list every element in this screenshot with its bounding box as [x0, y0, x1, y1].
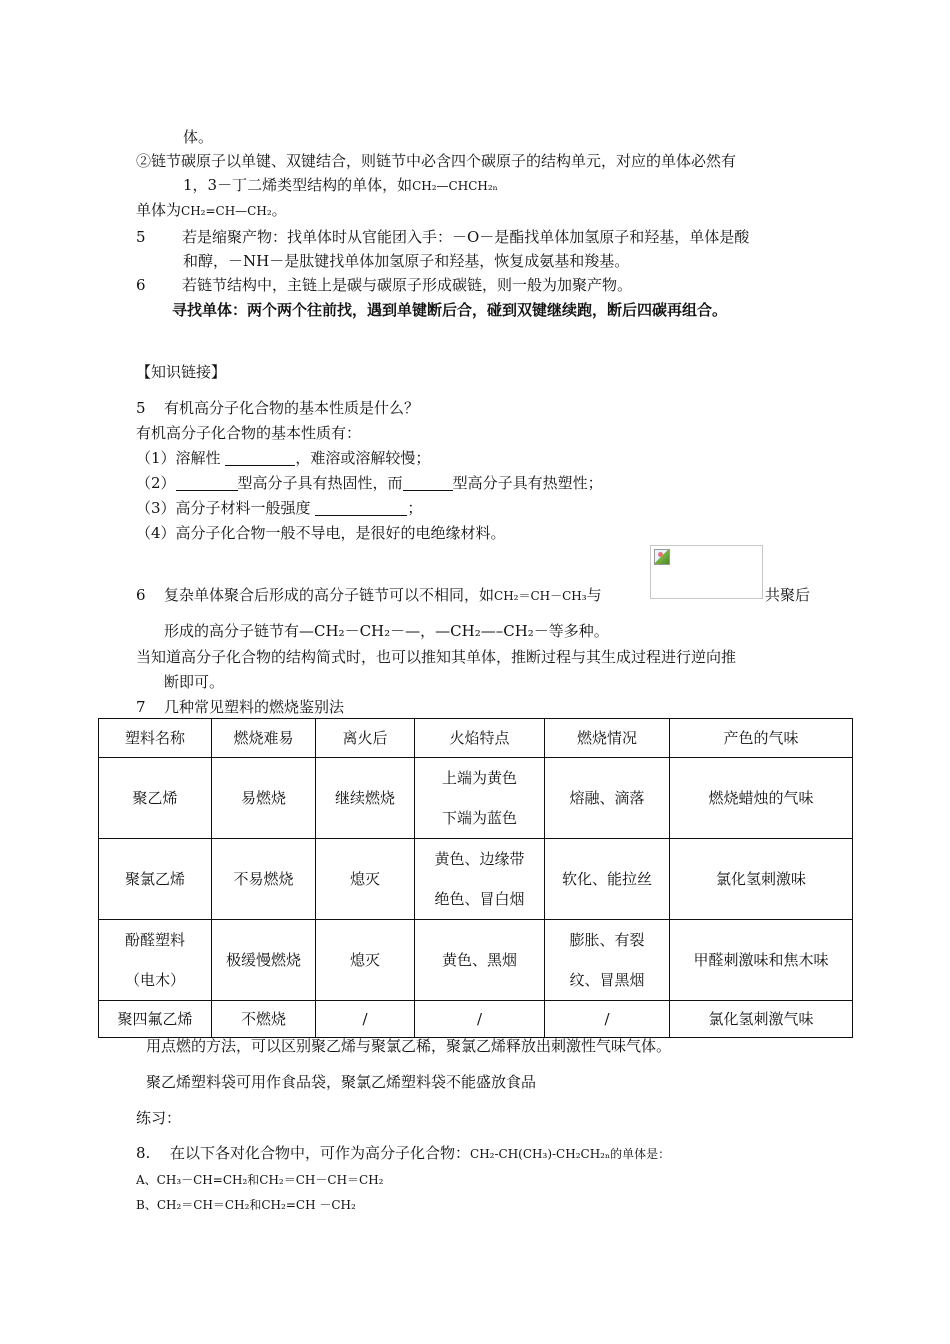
text-line: 聚乙烯塑料袋可用作食品袋，聚氯乙烯塑料袋不能盛放食品 — [146, 1073, 537, 1091]
table-cell — [99, 920, 212, 1001]
text-line: 形成的高分子链节有—CH₂－CH₂－—，—CH₂—–CH₂－等多种。 — [164, 622, 609, 640]
text-span: （3）高分子材料一般强度 — [136, 499, 311, 517]
question-line — [136, 398, 419, 418]
text-line: 练习： — [136, 1109, 182, 1127]
broken-image-icon — [650, 545, 763, 599]
text-line — [136, 448, 430, 468]
item-number: 7 — [136, 698, 146, 716]
text-line: ②链节碳原子以单键、双键结合，则链节中必含四个碳原子的结构单元，对应的单体必然有 — [136, 152, 737, 170]
text-span: 复杂单体聚合后形成的高分子链节可以不相同，如 — [164, 586, 495, 604]
table-cell: 聚氯乙烯 — [99, 839, 212, 920]
text-span: 在以下各对化合物中，可作为高分子化合物： — [170, 1144, 471, 1162]
text-line — [136, 200, 287, 221]
text-span: ； — [407, 499, 423, 517]
table-cell: 燃烧蜡烛的气味 — [670, 758, 853, 839]
formula: CH₂＝CH－CH₃ — [494, 589, 587, 603]
text-line — [136, 498, 422, 518]
table-cell: / — [545, 1001, 670, 1038]
text-line: 共聚后 — [765, 586, 811, 604]
text-line: （4）高分子化合物一般不导电，是很好的电绝缘材料。 — [136, 524, 506, 542]
table-cell: 易燃烧 — [212, 758, 316, 839]
blank-line — [315, 500, 407, 516]
table-cell: 甲醛刺激味和焦木味 — [670, 920, 853, 1001]
item-number: 5 — [136, 399, 146, 417]
table-cell: 黄色、黑烟 — [415, 920, 545, 1001]
text-span: 单体为 — [136, 201, 182, 219]
text-line: 断即可。 — [164, 673, 225, 691]
question-line — [136, 697, 344, 717]
table-header-cell: 燃烧情况 — [545, 719, 670, 758]
text-span: ，难溶或溶解较慢； — [295, 449, 431, 467]
table-header-cell: 离火后 — [316, 719, 415, 758]
cell-line: （电木） — [124, 971, 185, 989]
table-row — [99, 920, 853, 1001]
cell-line: 绝色、冒白烟 — [434, 890, 525, 908]
table-cell — [415, 839, 545, 920]
table-header-cell: 塑料名称 — [99, 719, 212, 758]
table-cell: / — [415, 1001, 545, 1038]
text-line: 和醇，－NH－是肽键找单体加氢原子和羟基，恢复成氨基和羧基。 — [183, 252, 630, 270]
text-line — [136, 275, 632, 295]
table-cell: 不燃烧 — [212, 1001, 316, 1038]
cell-line: 纹、冒黑烟 — [569, 971, 645, 989]
blank-line — [176, 475, 238, 491]
text-line — [136, 227, 749, 247]
blank-line — [225, 450, 295, 466]
table-cell: / — [316, 1001, 415, 1038]
formula: CH₂=CH—CH₂ — [181, 204, 272, 218]
text-span: 型高分子具有热固性，而 — [237, 474, 403, 492]
text-line: 体。 — [183, 128, 214, 146]
table-header-row — [99, 719, 853, 758]
formula: CH₂-CH(CH₃)-CH₂CH₂ₙ的单体是： — [470, 1147, 671, 1161]
text-span: （2） — [136, 474, 176, 492]
item-number: 6 — [136, 586, 146, 604]
item-number: 6 — [136, 276, 146, 294]
plastic-burning-table — [98, 718, 853, 1038]
table-cell — [545, 920, 670, 1001]
cell-line: 上端为黄色 — [441, 769, 517, 787]
table-row — [99, 839, 853, 920]
item-number: 5 — [136, 228, 146, 246]
cell-line: 黄色、边缘带 — [434, 850, 525, 868]
formula: CH₂—CHCH₂ₙ — [412, 179, 498, 193]
text-line — [183, 175, 498, 196]
table-cell: 熔融、滴落 — [545, 758, 670, 839]
text-span: 与 — [586, 586, 602, 604]
table-cell: 氯化氢刺激气味 — [670, 1001, 853, 1038]
text-line — [136, 473, 603, 493]
table-cell: 极缓慢燃烧 — [212, 920, 316, 1001]
blank-line — [403, 475, 453, 491]
table-cell: 熄灭 — [316, 920, 415, 1001]
table-row — [99, 758, 853, 839]
table-cell — [415, 758, 545, 839]
text-line: 有机高分子化合物的基本性质有： — [136, 424, 362, 442]
cell-line: 下端为蓝色 — [441, 809, 517, 827]
table-row — [99, 1001, 853, 1038]
table-cell: 聚乙烯 — [99, 758, 212, 839]
section-heading: 【知识链接】 — [136, 363, 227, 381]
text-span: 型高分子具有热塑性； — [452, 474, 603, 492]
table-header-cell: 燃烧难易 — [212, 719, 316, 758]
text-span: 。 — [271, 201, 287, 219]
text-line: 用点燃的方法，可以区别聚乙烯与聚氯乙稀，聚氯乙烯释放出刺激性气味气体。 — [146, 1037, 672, 1055]
text-span: 1，3－丁二烯类型结构的单体，如 — [183, 176, 413, 194]
cell-line: 酚醛塑料 — [124, 931, 185, 949]
rule-text: 寻找单体：两个两个往前找，遇到单键断后合，碰到双键继续跑，断后四碳再组合。 — [172, 301, 728, 319]
text-span: 若是缩聚产物：找单体时从官能团入手：－O－是酯找单体加氢原子和羟基，单体是酸 — [182, 228, 750, 246]
table-cell: 不易燃烧 — [212, 839, 316, 920]
cell-line: 膨胀、有裂 — [569, 931, 645, 949]
table-cell: 熄灭 — [316, 839, 415, 920]
text-span: 若链节结构中，主链上是碳与碳原子形成碳链，则一般为加聚产物。 — [182, 276, 633, 294]
table-cell: 氯化氢刺激味 — [670, 839, 853, 920]
text-line — [136, 585, 602, 606]
question-line — [136, 1143, 670, 1164]
text-line: 当知道高分子化合物的结构简式时，也可以推知其单体，推断过程与其生成过程进行逆向推 — [136, 648, 737, 666]
text-span: （1）溶解性 — [136, 449, 221, 467]
item-number: 8. — [136, 1144, 151, 1162]
text-span: 几种常见塑料的燃烧鉴别法 — [164, 698, 345, 716]
table-header-cell: 火焰特点 — [415, 719, 545, 758]
table-cell: 继续燃烧 — [316, 758, 415, 839]
table-header-cell: 产色的气味 — [670, 719, 853, 758]
text-span: 有机高分子化合物的基本性质是什么？ — [164, 399, 420, 417]
option-a: A、CH₃－CH=CH₂和CH₂＝CH－CH＝CH₂ — [136, 1173, 384, 1187]
option-b: B、CH₂＝CH＝CH₂和CH₂=CH －CH₂ — [136, 1198, 356, 1212]
table-cell: 聚四氟乙烯 — [99, 1001, 212, 1038]
table-cell: 软化、能拉丝 — [545, 839, 670, 920]
